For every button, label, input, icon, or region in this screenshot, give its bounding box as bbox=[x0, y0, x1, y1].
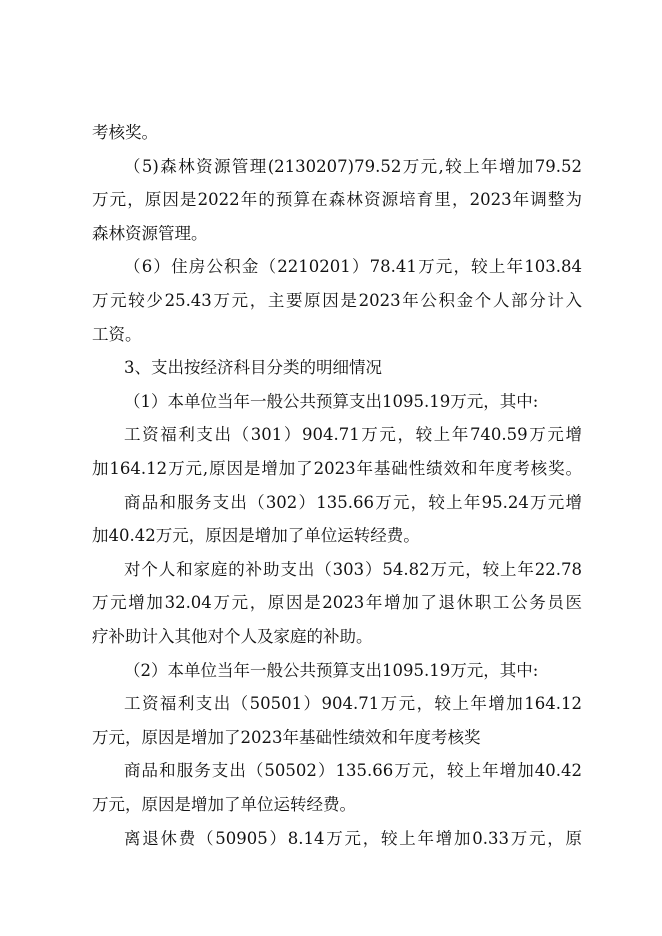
text-line: 森林资源管理。 bbox=[92, 223, 208, 243]
text-line: （1）本单位当年一般公共预算支出1095.19万元，其中: bbox=[124, 391, 539, 411]
text-line: 考核奖。 bbox=[92, 123, 158, 142]
text-line: （6）住房公积金（2210201）78.41万元，较上年103.84 bbox=[124, 257, 582, 277]
text-line: 万元，原因是增加了2023年基础性绩效和年度考核奖 bbox=[92, 727, 481, 747]
text-line: 加164.12万元,原因是增加了2023年基础性绩效和年度考核奖。 bbox=[92, 459, 582, 478]
text-line: 工资。 bbox=[92, 324, 142, 344]
text-line: 离退休费（50905）8.14万元，较上年增加0.33万元，原 bbox=[124, 828, 582, 848]
text-line: 万元，原因是2022年的预算在森林资源培育里，2023年调整为 bbox=[92, 190, 582, 210]
text-line: 商品和服务支出（50502）135.66万元，较上年增加40.42 bbox=[124, 761, 582, 781]
text-line: 工资福利支出（301）904.71万元，较上年740.59万元增 bbox=[124, 425, 582, 445]
text-line: 对个人和家庭的补助支出（303）54.82万元，较上年22.78 bbox=[124, 559, 582, 579]
text-line: 疗补助计入其他对个人及家庭的补助。 bbox=[92, 627, 373, 646]
text-line: 万元增加32.04万元，原因是2023年增加了退休职工公务员医 bbox=[92, 593, 582, 613]
text-line: 加40.42万元，原因是增加了单位运转经费。 bbox=[92, 526, 420, 546]
text-line: 3、支出按经济科目分类的明细情况 bbox=[124, 358, 382, 378]
text-line: （2）本单位当年一般公共预算支出1095.19万元，其中: bbox=[124, 660, 539, 680]
text-line: 工资福利支出（50501）904.71万元，较上年增加164.12 bbox=[124, 694, 582, 714]
text-line: 商品和服务支出（302）135.66万元，较上年95.24万元增 bbox=[124, 492, 582, 512]
text-line: 万元较少25.43万元，主要原因是2023年公积金个人部分计入 bbox=[92, 291, 582, 310]
text-line: （5)森林资源管理(2130207)79.52万元,较上年增加79.52 bbox=[124, 156, 582, 176]
text-line: 万元，原因是增加了单位运转经费。 bbox=[92, 795, 356, 814]
